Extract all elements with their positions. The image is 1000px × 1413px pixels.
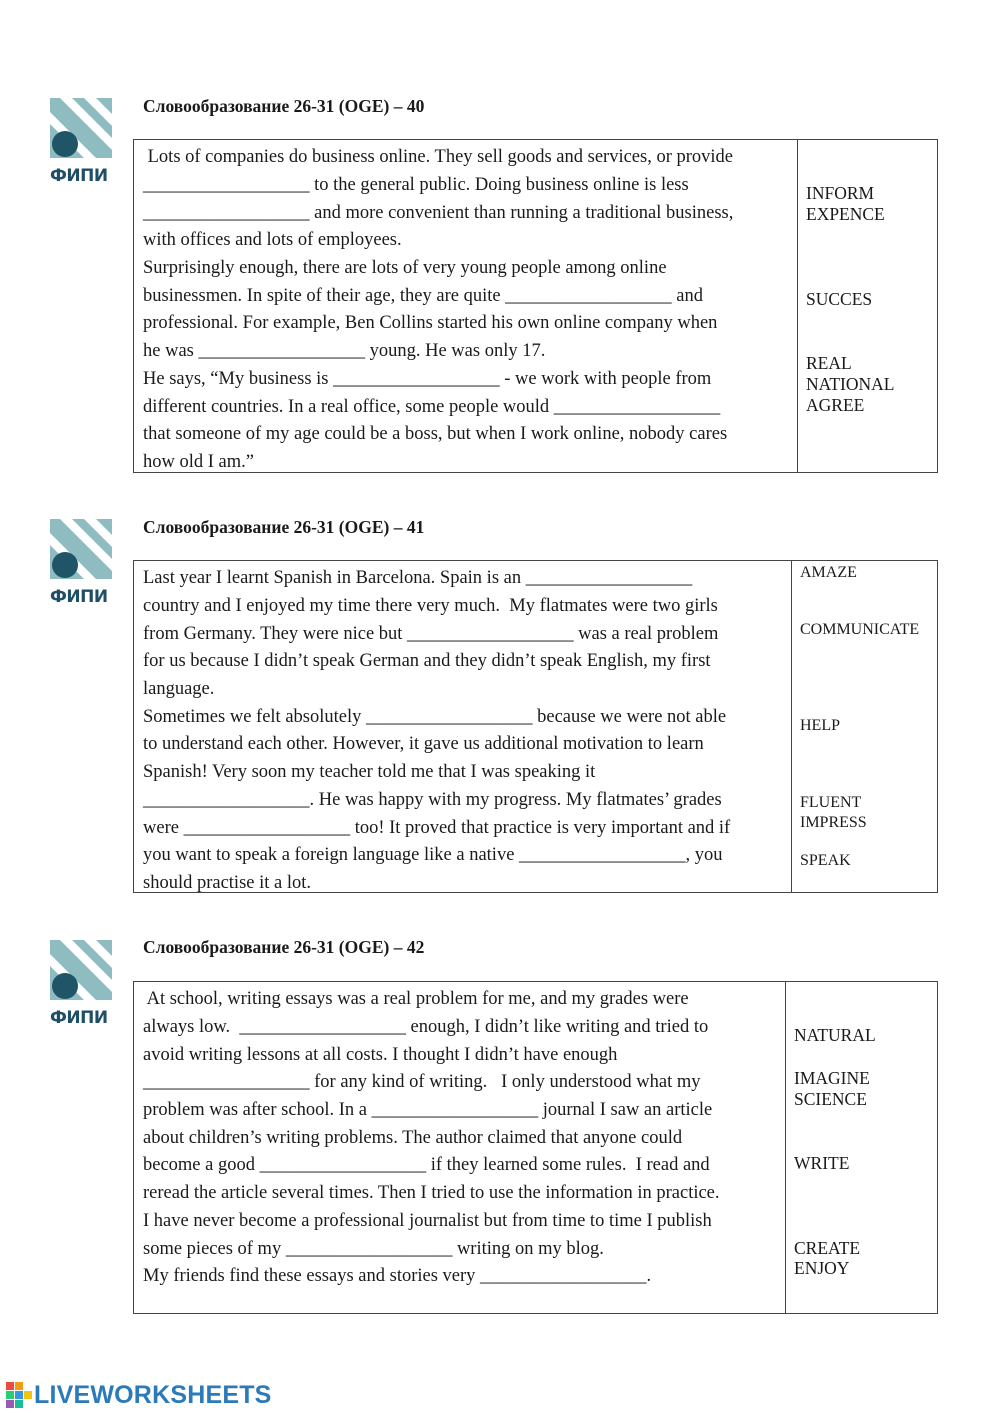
passage-line: My friends find these essays and stories very __________________. — [143, 1266, 652, 1286]
word-prompt: REAL — [806, 353, 852, 373]
word-prompt: AMAZE — [800, 564, 857, 581]
liveworksheets-brand — [6, 1381, 272, 1409]
passage-line: that someone of my age could be a boss, but when I work online, nobody cares — [143, 424, 728, 444]
passage-line: problem was after school. In a __________________ journal I saw an article — [143, 1100, 713, 1120]
passage-line: Spanish! Very soon my teacher told me that I was speaking it — [143, 762, 596, 782]
word-prompt: ENJOY — [794, 1258, 850, 1278]
logo-text: ФИПИ — [50, 587, 108, 607]
passage-line: avoid writing lessons at all costs. I thought I didn’t have enough — [143, 1045, 618, 1065]
passage-line: he was __________________ young. He was only 17. — [143, 341, 546, 361]
passage-cell — [134, 561, 792, 892]
passage-line: Lots of companies do business online. They sell goods and services, or provide — [143, 147, 734, 167]
task-title: Словообразование 26-31 (OGE) – 41 — [143, 517, 425, 537]
passage-line: should practise it a lot. — [143, 873, 312, 893]
passage-line: language. — [143, 679, 215, 699]
passage-line: professional. For example, Ben Collins started his own online company when — [143, 313, 718, 333]
word-prompt: NATIONAL — [806, 374, 895, 394]
word-prompt: SUCCES — [806, 289, 873, 309]
passage-line: about children’s writing problems. The author claimed that anyone could — [143, 1128, 683, 1148]
fipi-logo — [50, 98, 114, 188]
word-prompt: SPEAK — [800, 852, 851, 869]
passage-line: you want to speak a foreign language like a native __________________, you — [143, 845, 723, 865]
task-title: Словообразование 26-31 (OGE) – 42 — [143, 937, 425, 957]
passage-line: Surprisingly enough, there are lots of very young people among online — [143, 258, 667, 278]
passage-line: Last year I learnt Spanish in Barcelona. Spain is an __________________ — [143, 568, 693, 588]
word-prompt: NATURAL — [794, 1025, 876, 1045]
word-prompt: CREATE — [794, 1238, 861, 1258]
task-table — [133, 560, 938, 893]
word-prompt: EXPENCE — [806, 204, 885, 224]
logo-text: ФИПИ — [50, 1008, 108, 1028]
word-prompt: FLUENT — [800, 794, 862, 811]
passage-line: At school, writing essays was a real problem for me, and my grades were — [143, 989, 689, 1009]
passage-line: __________________. He was happy with my progress. My flatmates’ grades — [143, 790, 722, 810]
fipi-logo — [50, 940, 114, 1030]
passage-line: reread the article several times. Then I tried to use the information in practice. — [143, 1183, 720, 1203]
word-prompt: IMAGINE — [794, 1068, 870, 1088]
word-prompt: HELP — [800, 717, 840, 734]
liveworksheets-logo-icon — [6, 1382, 32, 1408]
passage-line: become a good __________________ if they learned some rules. I read and — [143, 1155, 710, 1175]
passage-line: always low. __________________ enough, I didn’t like writing and tried to — [143, 1017, 709, 1037]
passage-line: some pieces of my __________________ writing on my blog. — [143, 1239, 604, 1259]
word-prompt: IMPRESS — [800, 814, 867, 831]
word-prompt: INFORM — [806, 183, 875, 203]
passage-line: how old I am.” — [143, 452, 254, 472]
task-title: Словообразование 26-31 (OGE) – 40 — [143, 96, 425, 116]
fipi-logo — [50, 519, 114, 609]
passage-line: country and I enjoyed my time there very much. My flatmates were two girls — [143, 596, 718, 616]
passage-line: businessmen. In spite of their age, they are quite __________________ and — [143, 286, 704, 306]
fipi-logo-graphic-icon — [50, 98, 114, 164]
passage-line: I have never become a professional journalist but from time to time I publish — [143, 1211, 712, 1231]
task-table — [133, 981, 938, 1314]
word-prompt: COMMUNICATE — [800, 621, 920, 638]
passage-line: __________________ for any kind of writing. I only understood what my — [143, 1072, 701, 1092]
passage-line: Sometimes we felt absolutely __________________ because we were not able — [143, 707, 727, 727]
fipi-logo-graphic-icon — [50, 940, 114, 1006]
word-prompt: SCIENCE — [794, 1089, 867, 1109]
passage-line: were __________________ too! It proved that practice is very important and if — [143, 818, 731, 838]
passage-line: from Germany. They were nice but __________________ was a real problem — [143, 624, 719, 644]
word-prompt: WRITE — [794, 1153, 850, 1173]
passage-line: __________________ and more convenient than running a traditional business, — [143, 203, 734, 223]
passage-line: with offices and lots of employees. — [143, 230, 402, 250]
passage-line: to understand each other. However, it gave us additional motivation to learn — [143, 734, 704, 754]
passage-line: for us because I didn’t speak German and they didn’t speak English, my first — [143, 651, 711, 671]
passage-cell — [134, 140, 798, 472]
passage-line: different countries. In a real office, some people would __________________ — [143, 397, 721, 417]
word-prompt: AGREE — [806, 395, 865, 415]
brand-name: LIVEWORKSHEETS — [34, 1380, 272, 1409]
passage-cell — [134, 982, 786, 1313]
passage-line: He says, “My business is __________________ - we work with people from — [143, 369, 712, 389]
passage-line: __________________ to the general public. Doing business online is less — [143, 175, 689, 195]
task-table — [133, 139, 938, 473]
logo-text: ФИПИ — [50, 166, 108, 186]
fipi-logo-graphic-icon — [50, 519, 114, 585]
